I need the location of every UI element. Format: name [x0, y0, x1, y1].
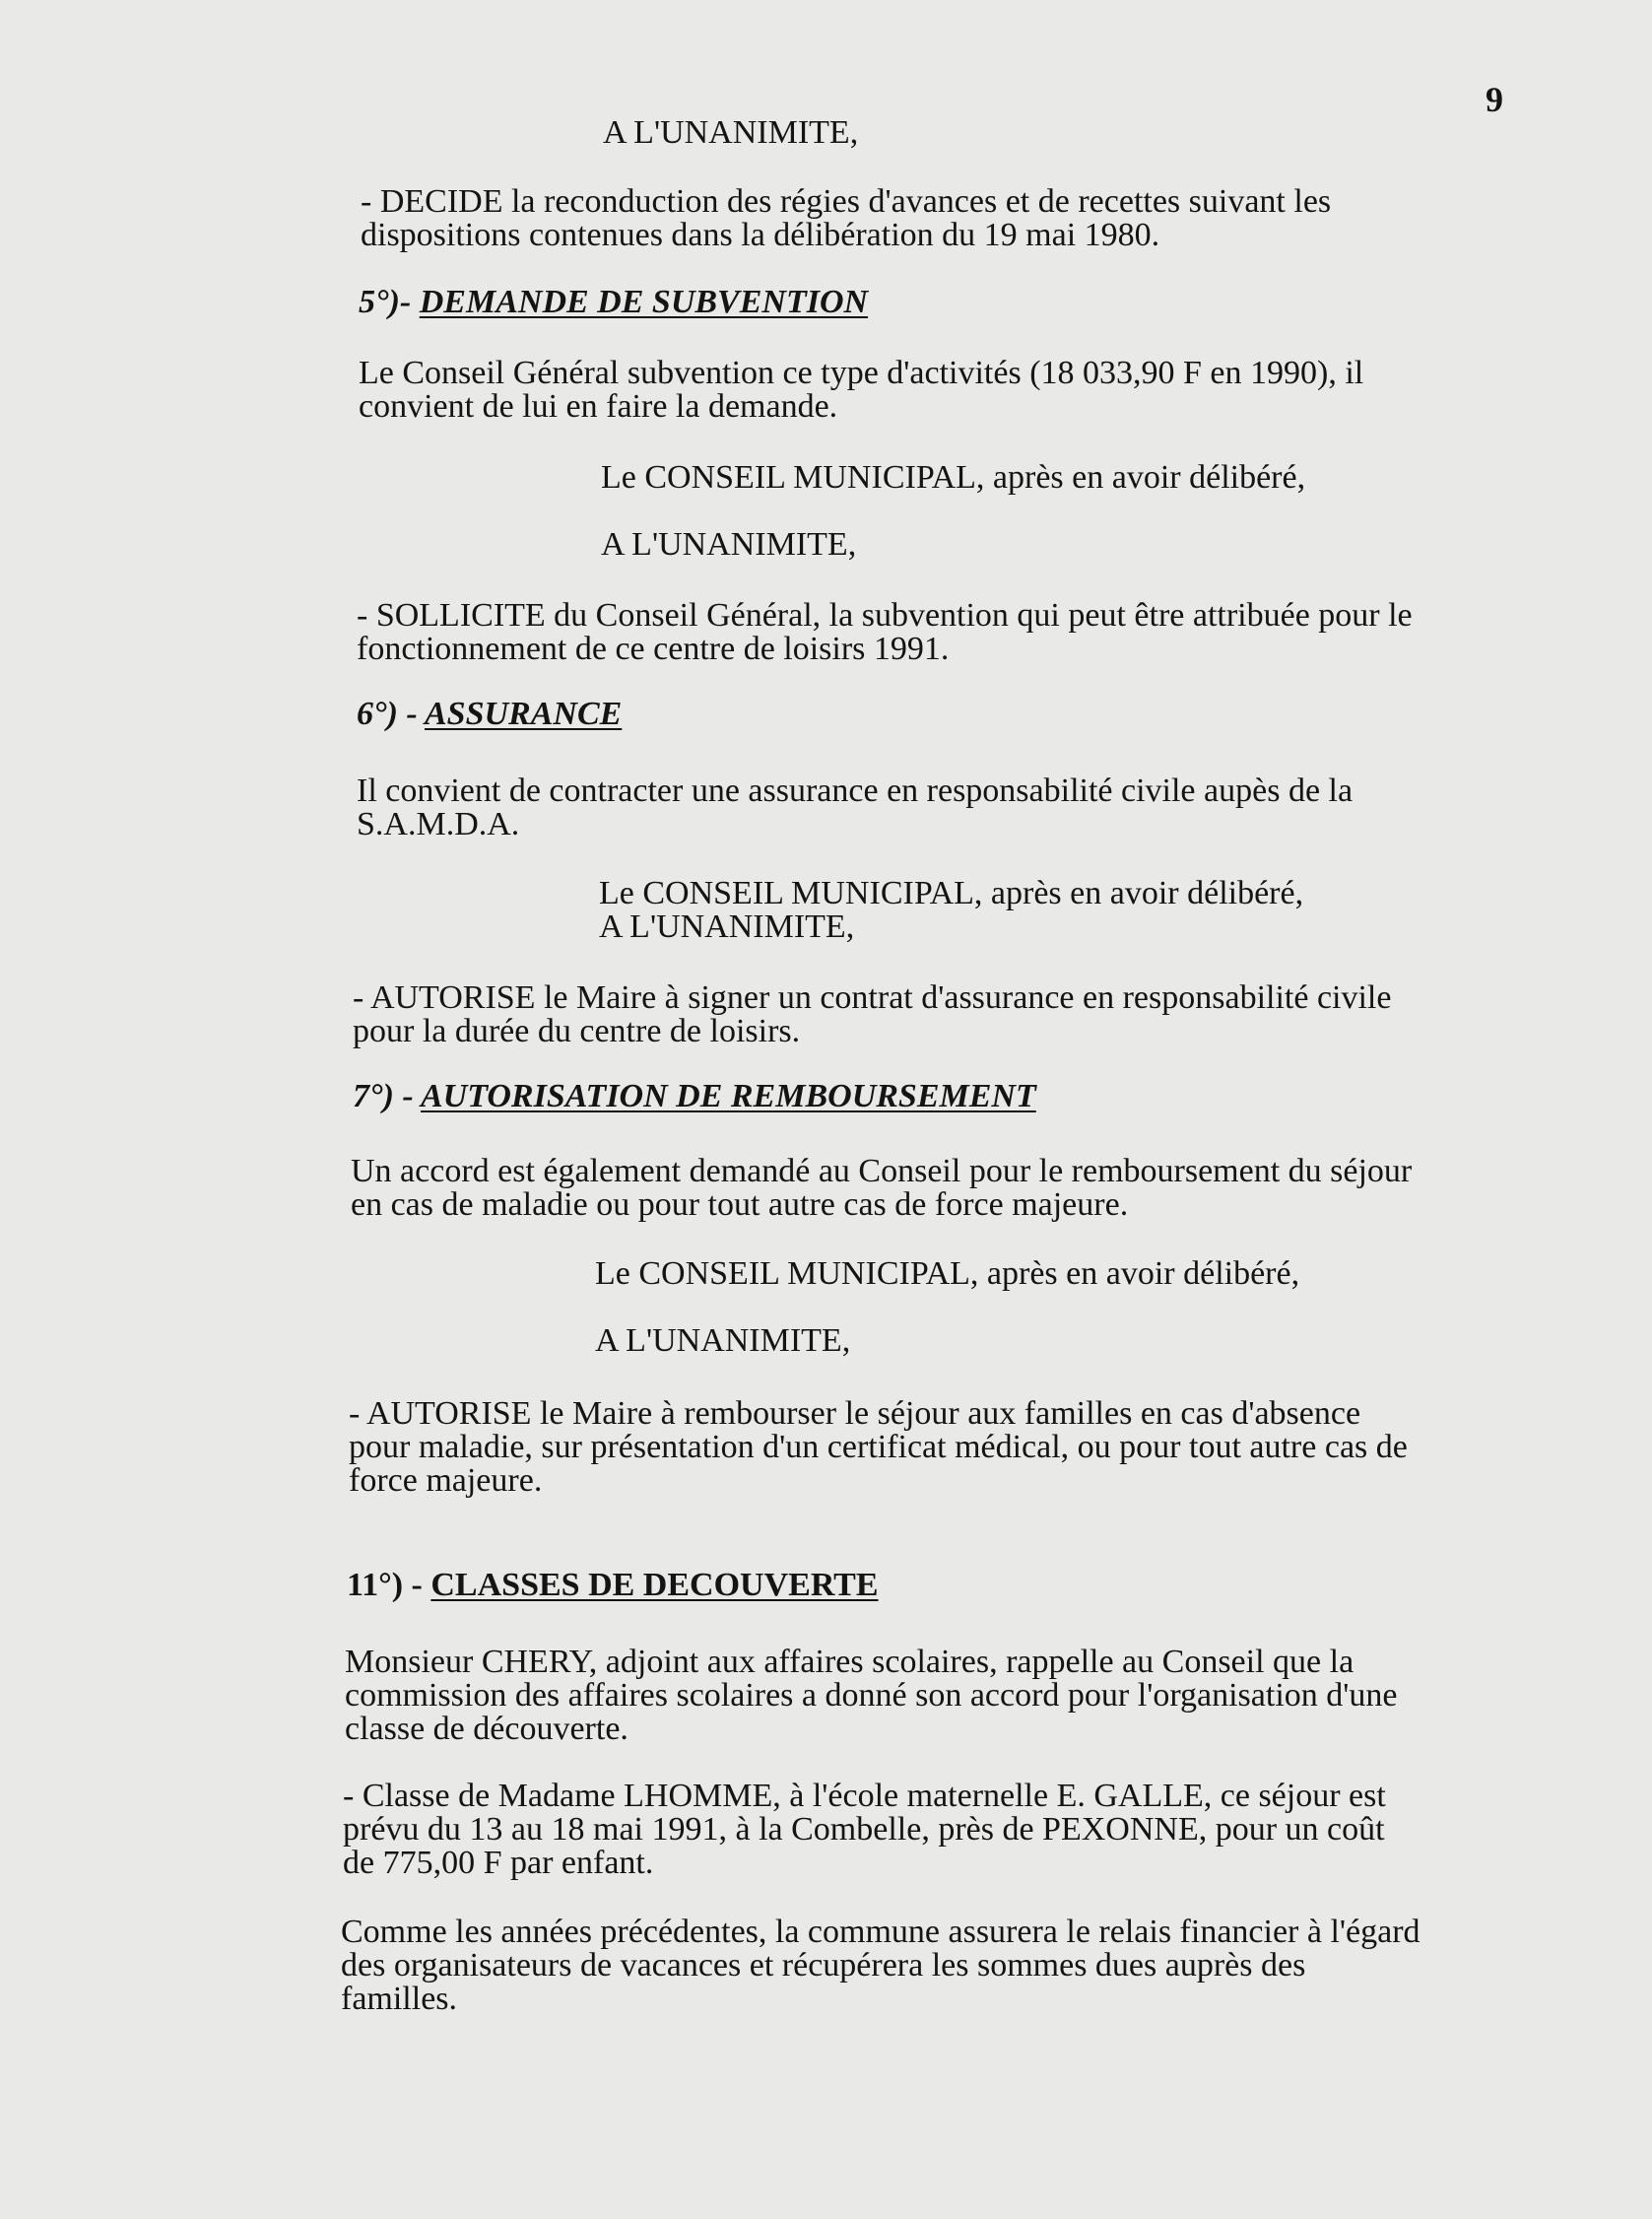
paragraph-autorise-remboursement	[349, 1397, 1408, 1498]
paragraph-line: convient de lui en faire la demande.	[359, 388, 838, 425]
paragraph-line: - SOLLICITE du Conseil Général, la subvention qui peut être attribuée pour le	[357, 597, 1413, 634]
paragraph-conseil-general	[359, 357, 1363, 424]
paragraph-line: Le CONSEIL MUNICIPAL, après en avoir délibéré,	[599, 875, 1304, 911]
paragraph-line: Le Conseil Général subvention ce type d'activités (18 033,90 F en 1990), il	[359, 355, 1364, 391]
section-title: DEMANDE DE SUBVENTION	[419, 284, 869, 320]
conseil-municipal-deliberation-1: Le CONSEIL MUNICIPAL, après en avoir délibéré,	[601, 459, 1306, 496]
paragraph-line: des organisateurs de vacances et récupérera les sommes dues auprès des	[341, 1947, 1306, 1984]
paragraph-line: Il convient de contracter une assurance en responsabilité civile aupès de la	[357, 773, 1354, 809]
paragraph-line: - AUTORISE le Maire à signer un contrat d'assurance en responsabilité civile	[353, 979, 1392, 1016]
paragraph-regies	[361, 185, 1331, 252]
paragraph-line: classe de découverte.	[345, 1711, 628, 1747]
section-number: 6°) -	[357, 696, 425, 732]
page-number: 9	[1486, 80, 1503, 119]
paragraph-line: de 775,00 F par enfant.	[343, 1845, 654, 1881]
paragraph-autorise-assurance	[353, 981, 1391, 1048]
decision-unanimite-3: A L'UNANIMITE,	[595, 1322, 851, 1359]
paragraph-line: - DECIDE la reconduction des régies d'avances et de recettes suivant les	[361, 183, 1332, 220]
paragraph-line: familles.	[341, 1981, 458, 2017]
section-title: ASSURANCE	[424, 696, 623, 732]
paragraph-line: dispositions contenues dans la délibération du 19 mai 1980.	[361, 217, 1160, 253]
paragraph-assurance	[357, 774, 1353, 841]
conseil-municipal-deliberation-2	[599, 877, 1303, 944]
paragraph-relais-financier	[341, 1916, 1421, 2016]
paragraph-line: fonctionnement de ce centre de loisirs 1991.	[357, 631, 950, 667]
conseil-municipal-deliberation-3: Le CONSEIL MUNICIPAL, après en avoir délibéré,	[595, 1255, 1300, 1292]
paragraph-accord-remboursement	[351, 1155, 1412, 1222]
section-title: CLASSES DE DECOUVERTE	[430, 1567, 879, 1603]
paragraph-line: S.A.M.D.A.	[357, 806, 520, 842]
paragraph-classe-lhomme	[343, 1780, 1386, 1880]
paragraph-sollicite	[357, 599, 1413, 666]
paragraph-line: - AUTORISE le Maire à rembourser le séjour aux familles en cas d'absence	[349, 1395, 1361, 1432]
paragraph-line: A L'UNANIMITE,	[599, 908, 855, 945]
section-number: 7°) -	[353, 1078, 421, 1114]
paragraph-line: commission des affaires scolaires a donné son accord pour l'organisation d'une	[345, 1677, 1398, 1714]
paragraph-line: Comme les années précédentes, la commune assurera le relais financier à l'égard	[341, 1914, 1421, 1950]
paragraph-line: prévu du 13 au 18 mai 1991, à la Combelle, près de PEXONNE, pour un coût	[343, 1811, 1385, 1848]
paragraph-line: Un accord est également demandé au Conseil pour le remboursement du séjour	[351, 1153, 1413, 1189]
section-heading-remboursement	[353, 1080, 1036, 1113]
paragraph-line: pour maladie, sur présentation d'un certificat médical, ou pour tout autre cas de	[349, 1429, 1408, 1465]
section-title: AUTORISATION DE REMBOURSEMENT	[420, 1078, 1036, 1114]
paragraph-line: en cas de maladie ou pour tout autre cas de force majeure.	[351, 1186, 1129, 1223]
section-number: 11°) -	[347, 1567, 431, 1603]
decision-unanimite-2: A L'UNANIMITE,	[601, 526, 857, 563]
section-number: 5°)-	[359, 284, 420, 320]
decision-unanimite-1: A L'UNANIMITE,	[603, 114, 859, 151]
section-heading-subvention	[359, 286, 868, 319]
section-heading-classes-decouverte	[347, 1569, 879, 1602]
paragraph-line: - Classe de Madame LHOMME, à l'école maternelle E. GALLE, ce séjour est	[343, 1778, 1386, 1814]
section-heading-assurance	[357, 698, 622, 731]
paragraph-line: force majeure.	[349, 1462, 543, 1499]
paragraph-line: Monsieur CHERY, adjoint aux affaires scolaires, rappelle au Conseil que la	[345, 1644, 1355, 1680]
paragraph-monsieur-chery	[345, 1646, 1398, 1746]
paragraph-line: pour la durée du centre de loisirs.	[353, 1013, 801, 1049]
